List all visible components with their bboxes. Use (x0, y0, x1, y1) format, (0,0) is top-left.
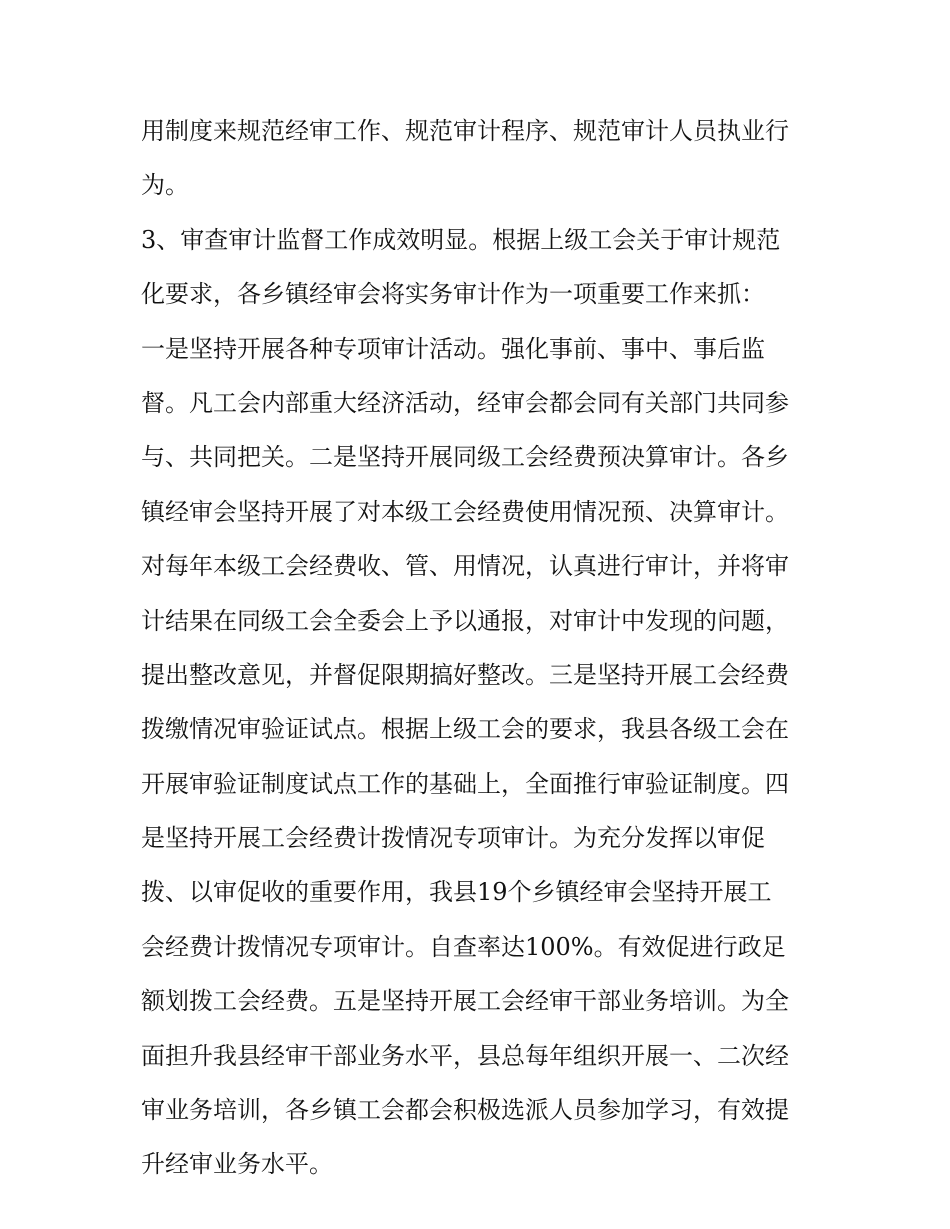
text-line: 用制度来规范经审工作、规范审计程序、规范审计人员执业行 (141, 117, 789, 145)
text-line: 3、审查审计监督工作成效明显。根据上级工会关于审计规范 (141, 225, 781, 254)
text-line: 一是坚持开展各种专项审计活动。强化事前、事中、事后监 (141, 334, 765, 363)
text-line: 升经审业务水平。 (141, 1150, 333, 1179)
text-line: 与、共同把关。二是坚持开展同级工会经费预决算审计。各乡 (141, 443, 789, 472)
text-line: 面担升我县经审干部业务水平，县总每年组织开展一、二次经 (141, 1041, 789, 1070)
text-line: 会经费计拨情况专项审计。自查率达100%。有效促进行政足 (141, 932, 786, 961)
body-text (141, 104, 821, 1192)
text-line: 开展审验证制度试点工作的基础上，全面推行审验证制度。四 (141, 769, 789, 798)
text-line: 镇经审会坚持开展了对本级工会经费使用情况预、决算审计。 (141, 497, 789, 526)
text-line: 化要求，各乡镇经审会将实务审计作为一项重要工作来抓： (141, 280, 765, 309)
text-line: 拨缴情况审验证试点。根据上级工会的要求，我县各级工会在 (141, 715, 789, 744)
text-line: 拨、以审促收的重要作用，我县19个乡镇经审会坚持开展工 (141, 878, 772, 907)
text-line: 提出整改意见，并督促限期搞好整改。三是坚持开展工会经费 (141, 660, 789, 689)
text-line: 是坚持开展工会经费计拨情况专项审计。为充分发挥以审促 (141, 824, 765, 853)
text-line: 督。凡工会内部重大经济活动，经审会都会同有关部门共同参 (141, 388, 789, 417)
text-line: 计结果在同级工会全委会上予以通报，对审计中发现的问题， (141, 606, 789, 635)
text-line: 为。 (141, 171, 189, 200)
text-line: 对每年本级工会经费收、管、用情况，认真进行审计，并将审 (141, 552, 789, 581)
text-line: 额划拨工会经费。五是坚持开展工会经审干部业务培训。为全 (141, 987, 789, 1016)
text-line: 审业务培训，各乡镇工会都会积极选派人员参加学习，有效提 (141, 1096, 789, 1125)
